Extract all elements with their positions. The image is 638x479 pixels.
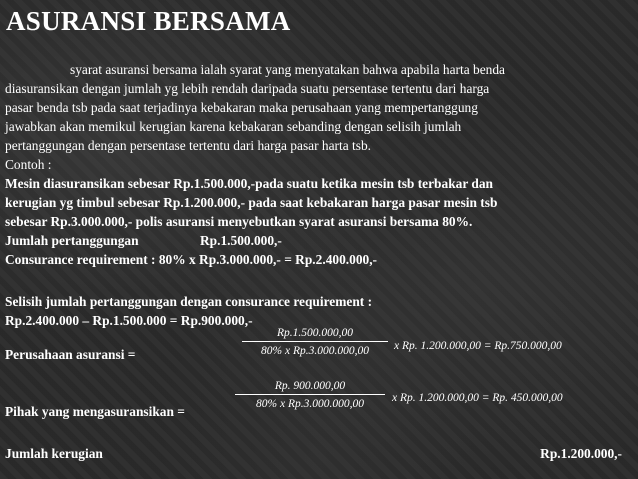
fraction-bar bbox=[242, 341, 388, 342]
insured-fraction bbox=[235, 379, 385, 411]
example-line: sebesar Rp.3.000.000,- polis asuransi menyebutkan syarat asuransi bersama 80%. bbox=[5, 214, 473, 229]
total-loss-value: Rp.1.200.000,- bbox=[540, 446, 622, 461]
insured-denominator: 80% x Rp.3.000.000,00 bbox=[256, 398, 364, 410]
difference-calc: Rp.2.400.000 – Rp.1.500.000 = Rp.900.000,- bbox=[5, 313, 253, 328]
example-line: kerugian yg timbul sebesar Rp.1.200.000,- pada saat kebakaran harga pasar mesin tsb bbox=[5, 195, 498, 210]
paragraph-line: syarat asuransi bersama ialah syarat yang menyatakan bahwa apabila harta benda bbox=[70, 62, 505, 77]
paragraph-line: jawabkan akan memikul kerugian karena kebakaran sebanding dengan selisih jumlah bbox=[5, 119, 462, 134]
fraction-bar bbox=[235, 394, 385, 395]
insurer-fraction bbox=[242, 326, 388, 358]
example-line: Mesin diasuransikan sebesar Rp.1.500.000,-pada suatu ketika mesin tsb terbakar dan bbox=[5, 176, 493, 191]
sum-insured-value: Rp.1.500.000,- bbox=[200, 233, 282, 248]
sum-insured-label: Jumlah pertanggungan bbox=[5, 233, 139, 248]
insurer-numerator: Rp.1.500.000,00 bbox=[276, 327, 354, 339]
paragraph-line: pasar benda tsb pada saat terjadinya kebakaran maka perusahaan yang mempertanggung bbox=[5, 100, 478, 115]
difference-label: Selisih jumlah pertanggungan dengan consurance requirement : bbox=[5, 294, 373, 309]
insurer-label: Perusahaan asuransi = bbox=[5, 347, 136, 362]
paragraph-line: pertanggungan dengan persentase tertentu dari harga pasar harta tsb. bbox=[5, 138, 371, 153]
paragraph-line: diasuransikan dengan jumlah yg lebih rendah daripada suatu persentase tertentu dari harga bbox=[5, 81, 490, 96]
insurer-denominator: 80% x Rp.3.000.000,00 bbox=[261, 345, 369, 357]
insured-result: x Rp. 1.200.000,00 = Rp. 450.000,00 bbox=[392, 392, 563, 404]
consurance-line: Consurance requirement : 80% x Rp.3.000.000,- = Rp.2.400.000,- bbox=[5, 252, 378, 267]
example-label: Contoh : bbox=[5, 157, 52, 172]
insured-numerator: Rp. 900.000,00 bbox=[274, 380, 346, 392]
slide-title: ASURANSI BERSAMA bbox=[6, 6, 291, 36]
total-loss-label: Jumlah kerugian bbox=[5, 446, 103, 461]
insurer-result: x Rp. 1.200.000,00 = Rp.750.000,00 bbox=[394, 340, 562, 352]
insured-label: Pihak yang mengasuransikan = bbox=[5, 404, 185, 419]
